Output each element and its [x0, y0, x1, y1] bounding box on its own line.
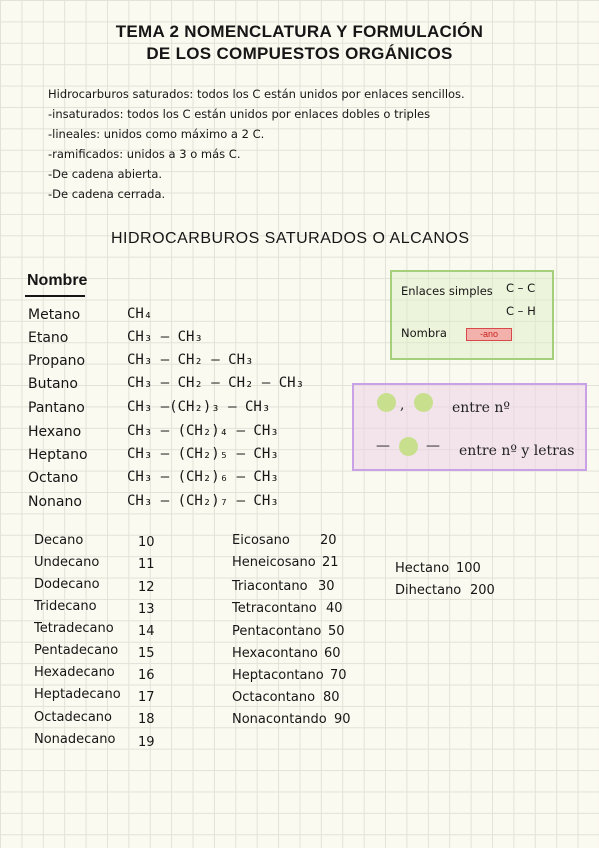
intro-line-6: -De cadena cerrada.: [48, 187, 166, 201]
list-item-number: 90: [334, 712, 351, 727]
alkane-name: Etano: [28, 330, 69, 346]
alkane-formula: CH₃ – CH₂ – CH₃: [127, 352, 254, 368]
list-item-name: Heneicosano: [232, 555, 316, 570]
dot-circle-icon: [377, 393, 396, 412]
alkane-formula: CH₄: [127, 306, 153, 322]
list-item-number: 200: [470, 583, 495, 598]
list-item-name: Eicosano: [232, 533, 290, 548]
list-item-number: 15: [138, 646, 155, 661]
single-bonds-label: Enlaces simples: [401, 284, 493, 298]
bond-c-h: C – H: [506, 304, 536, 318]
rule-between-numbers: entre nº: [452, 400, 510, 416]
list-item-name: Tetradecano: [34, 621, 114, 636]
list-item-number: 70: [330, 668, 347, 683]
list-item-name: Hexacontano: [232, 646, 318, 661]
alkane-formula: CH₃ – CH₂ – CH₂ – CH₃: [127, 375, 305, 391]
alkane-name: Pantano: [28, 400, 85, 416]
alkane-name: Hexano: [28, 424, 82, 440]
table-header-nombre: Nombre: [27, 272, 88, 289]
bond-c-c: C – C: [506, 281, 536, 295]
dot-circle-icon: [399, 437, 418, 456]
title-line-2: DE LOS COMPUESTOS ORGÁNICOS: [146, 44, 453, 63]
intro-line-2: -insaturados: todos los C están unidos por enlaces dobles o triples: [48, 107, 431, 121]
list-item-number: 10: [138, 535, 155, 550]
alkane-formula: CH₃ –(CH₂)₃ – CH₃: [127, 399, 271, 415]
list-item-name: Triacontano: [232, 579, 308, 594]
list-item-name: Octacontano: [232, 690, 316, 705]
alkane-name: Butano: [28, 376, 78, 392]
list-item-name: Dihectano: [395, 583, 462, 598]
alkane-name: Heptano: [28, 447, 88, 463]
list-item-name: Tetracontano: [232, 601, 317, 616]
alkane-formula: CH₃ – (CH₂)₇ – CH₃: [127, 493, 279, 509]
alkane-formula: CH₃ – (CH₂)₄ – CH₃: [127, 423, 279, 439]
list-item-number: 20: [320, 533, 337, 548]
suffix-ano-tag: -ano: [466, 328, 512, 341]
list-item-number: 18: [138, 712, 155, 727]
alkane-formula: CH₃ – (CH₂)₆ – CH₃: [127, 469, 279, 485]
intro-line-4: -ramificados: unidos a 3 o más C.: [48, 147, 241, 161]
alkane-name: Nonano: [28, 494, 82, 510]
dash-left: —: [376, 438, 390, 454]
list-item-number: 50: [328, 624, 345, 639]
list-item-name: Dodecano: [34, 577, 100, 592]
list-item-name: Hectano: [395, 561, 450, 576]
list-item-name: Tridecano: [34, 599, 97, 614]
alkane-name: Propano: [28, 353, 86, 369]
list-item-name: Hexadecano: [34, 665, 115, 680]
list-item-number: 12: [138, 580, 155, 595]
list-item-number: 11: [138, 557, 155, 572]
list-item-number: 60: [324, 646, 341, 661]
dot-circle-icon: [414, 393, 433, 412]
intro-line-1: Hidrocarburos saturados: todos los C están unidos por enlaces sencillos.: [48, 87, 465, 101]
list-item-name: Decano: [34, 533, 84, 548]
list-item-number: 40: [326, 601, 343, 616]
intro-line-3: -lineales: unidos como máximo a 2 C.: [48, 127, 265, 141]
name-label: Nombra: [401, 326, 447, 340]
list-item-number: 14: [138, 624, 155, 639]
dash-right: —: [426, 438, 440, 454]
list-item-number: 19: [138, 735, 155, 750]
separator-rules-box: [352, 383, 587, 471]
alkane-name: Octano: [28, 470, 79, 486]
section-title: HIDROCARBUROS SATURADOS O ALCANOS: [111, 230, 470, 247]
title-line-1: TEMA 2 NOMENCLATURA Y FORMULACIÓN: [115, 22, 484, 41]
comma-separator: ,: [400, 397, 405, 413]
list-item-number: 21: [322, 555, 339, 570]
alkane-formula: CH₃ – CH₃: [127, 329, 203, 345]
list-item-name: Undecano: [34, 555, 100, 570]
list-item-name: Nonadecano: [34, 732, 116, 747]
alkane-name: Metano: [28, 307, 81, 323]
list-item-name: Pentadecano: [34, 643, 119, 658]
list-item-name: Pentacontano: [232, 624, 322, 639]
list-item-number: 16: [138, 668, 155, 683]
list-item-number: 30: [318, 579, 335, 594]
list-item-number: 13: [138, 602, 155, 617]
rule-numbers-letters: entre nº y letras: [459, 443, 575, 459]
alkane-formula: CH₃ – (CH₂)₅ – CH₃: [127, 446, 279, 462]
list-item-number: 80: [323, 690, 340, 705]
list-item-number: 17: [138, 690, 155, 705]
list-item-name: Heptacontano: [232, 668, 324, 683]
list-item-name: Nonacontando: [232, 712, 327, 727]
list-item-number: 100: [456, 561, 481, 576]
header-underline: [25, 295, 85, 297]
list-item-name: Octadecano: [34, 710, 112, 725]
list-item-name: Heptadecano: [34, 687, 121, 702]
single-bonds-box: [390, 270, 554, 360]
intro-line-5: -De cadena abierta.: [48, 167, 163, 181]
